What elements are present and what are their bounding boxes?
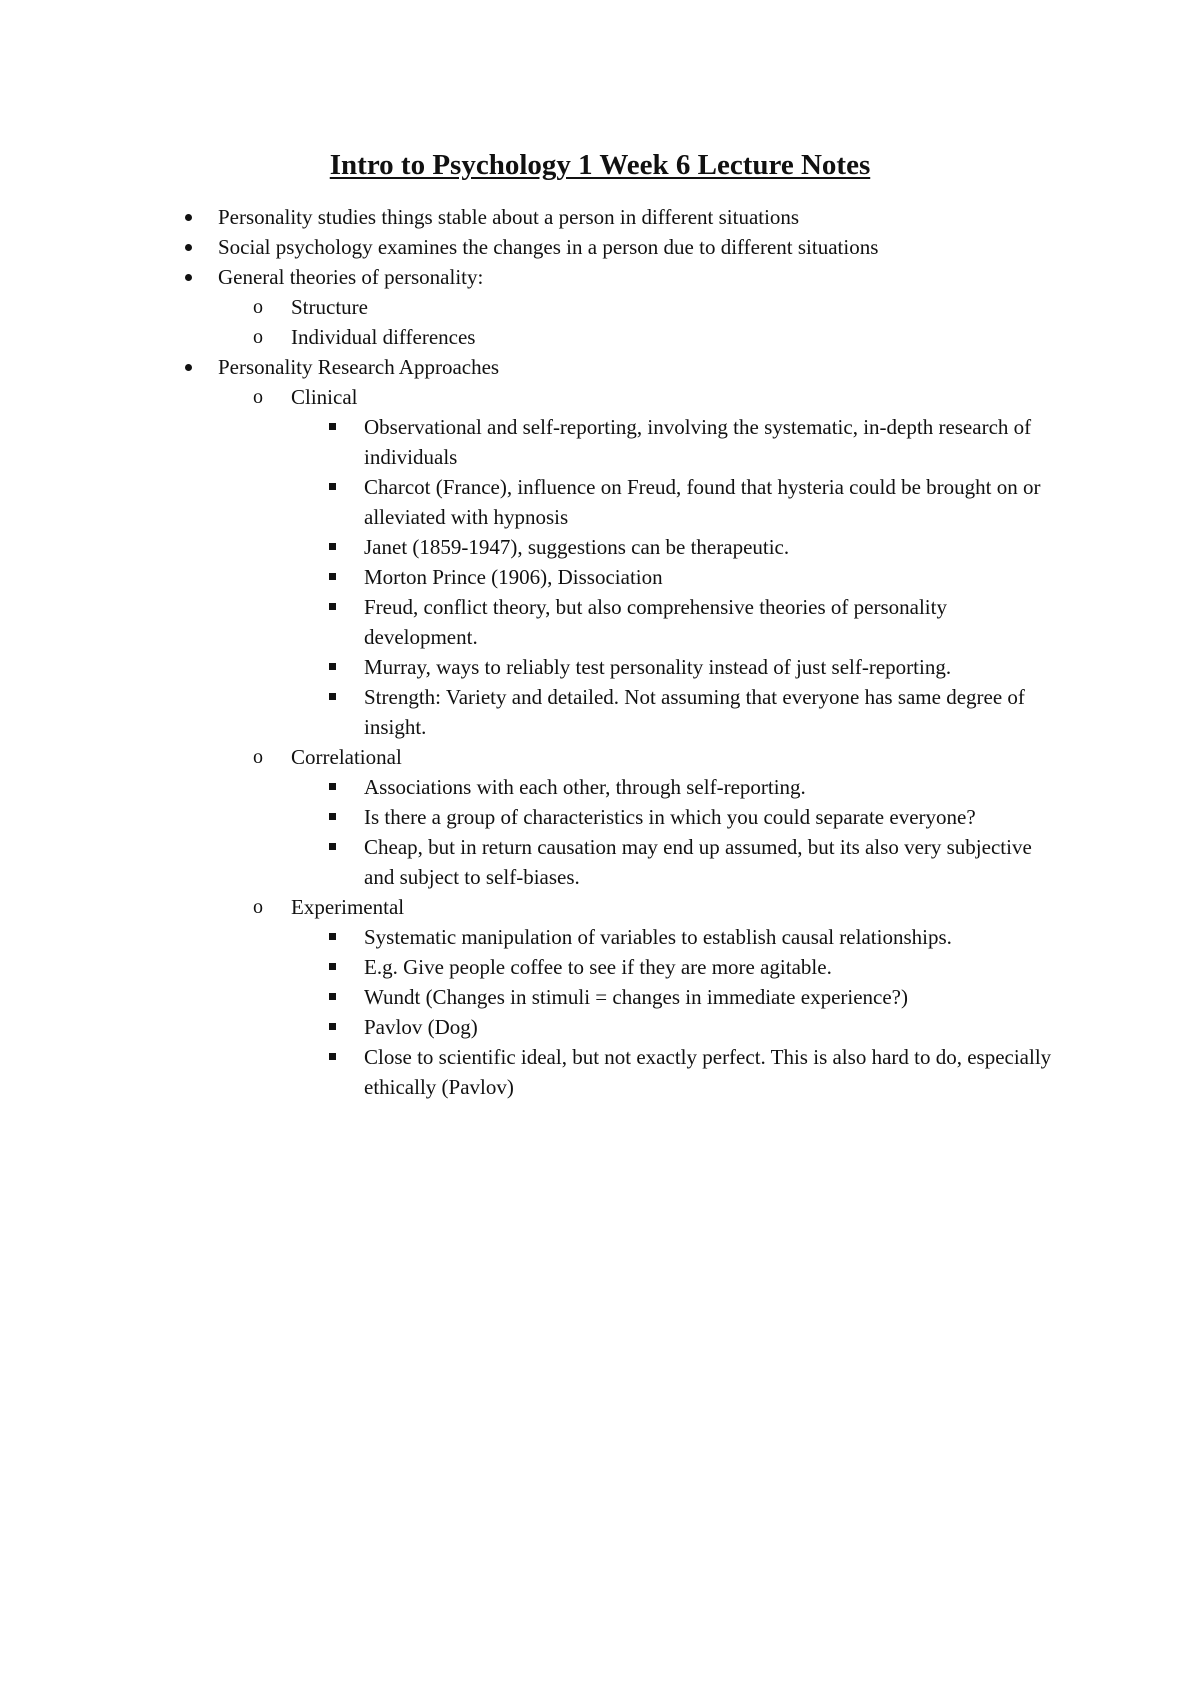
sub-list-item bbox=[0, 292, 1200, 322]
bullet-dot-icon bbox=[180, 352, 200, 382]
circle-bullet-icon: o bbox=[253, 896, 263, 918]
list-item-text: E.g. Give people coffee to see if they are more agitable. bbox=[364, 955, 832, 979]
sub-sub-list-item bbox=[0, 952, 1064, 982]
sub-list-item bbox=[0, 382, 1200, 412]
list-item-text: Morton Prince (1906), Dissociation bbox=[364, 565, 663, 589]
sub-sub-list-item bbox=[0, 922, 1064, 952]
sub-list-item bbox=[0, 892, 1200, 922]
square-bullet-icon bbox=[327, 772, 341, 802]
circle-bullet-icon: o bbox=[253, 326, 263, 348]
list-item-text: Strength: Variety and detailed. Not assuming that everyone has same degree of insight. bbox=[364, 685, 1025, 739]
list-item-text: Correlational bbox=[291, 745, 402, 769]
square-bullet-icon bbox=[327, 562, 341, 592]
list-item-text: Experimental bbox=[291, 895, 405, 919]
list-item-text: Associations with each other, through self-reporting. bbox=[364, 775, 806, 799]
bullet-dot-icon bbox=[180, 232, 200, 262]
list-item-text: Wundt (Changes in stimuli = changes in immediate experience?) bbox=[364, 985, 909, 1009]
list-item-text: Pavlov (Dog) bbox=[364, 1015, 478, 1039]
square-bullet-icon bbox=[327, 472, 341, 502]
sub-sub-list-item bbox=[0, 592, 1064, 652]
list-item-text: Janet (1859-1947), suggestions can be therapeutic. bbox=[364, 535, 790, 559]
sub-sub-list-item bbox=[0, 1012, 1064, 1042]
sub-sub-list-item bbox=[0, 682, 1064, 742]
list-item-text: Systematic manipulation of variables to establish causal relationships. bbox=[364, 925, 952, 949]
sub-sub-list-item bbox=[0, 982, 1064, 1012]
list-item bbox=[0, 232, 1200, 262]
list-item-text: Personality studies things stable about a person in different situations bbox=[218, 205, 800, 229]
bullet-dot-icon bbox=[180, 262, 200, 292]
bullet-list bbox=[0, 202, 1200, 1102]
list-item-text: Charcot (France), influence on Freud, found that hysteria could be brought on or alleviated with hypnosis bbox=[364, 475, 1041, 529]
square-bullet-icon bbox=[327, 592, 341, 622]
sub-sub-list-item bbox=[0, 652, 1064, 682]
sub-sub-list-item bbox=[0, 412, 1064, 472]
sub-list-item bbox=[0, 322, 1200, 352]
list-item bbox=[0, 202, 1200, 232]
document-title: Intro to Psychology 1 Week 6 Lecture Notes bbox=[329, 149, 871, 181]
square-bullet-icon bbox=[327, 412, 341, 442]
circle-bullet-icon: o bbox=[253, 746, 263, 768]
square-bullet-icon bbox=[327, 832, 341, 862]
sub-sub-list-item bbox=[0, 802, 1064, 832]
circle-bullet-icon: o bbox=[253, 386, 263, 408]
list-item-text: Is there a group of characteristics in which you could separate everyone? bbox=[364, 805, 976, 829]
square-bullet-icon bbox=[327, 802, 341, 832]
square-bullet-icon bbox=[327, 652, 341, 682]
sub-sub-list-item bbox=[0, 562, 1064, 592]
list-item-text: Murray, ways to reliably test personality instead of just self-reporting. bbox=[364, 655, 952, 679]
square-bullet-icon bbox=[327, 682, 341, 712]
square-bullet-icon bbox=[327, 1012, 341, 1042]
circle-bullet-icon: o bbox=[253, 296, 263, 318]
list-item-text: Cheap, but in return causation may end up assumed, but its also very subjective and subject to self-biases. bbox=[364, 835, 1032, 889]
square-bullet-icon bbox=[327, 1042, 341, 1072]
list-item-text: Clinical bbox=[291, 385, 358, 409]
sub-list-item bbox=[0, 742, 1200, 772]
list-item bbox=[0, 352, 1200, 382]
sub-sub-list-item bbox=[0, 1042, 1064, 1102]
notes-content bbox=[0, 202, 1200, 1102]
list-item-text: Individual differences bbox=[291, 325, 476, 349]
list-item-text: Structure bbox=[291, 295, 368, 319]
list-item-text: General theories of personality: bbox=[218, 265, 484, 289]
square-bullet-icon bbox=[327, 922, 341, 952]
sub-sub-list-item bbox=[0, 472, 1064, 532]
list-item-text: Freud, conflict theory, but also comprehensive theories of personality development. bbox=[364, 595, 947, 649]
sub-sub-list-item bbox=[0, 832, 1064, 892]
sub-sub-list-item bbox=[0, 772, 1064, 802]
list-item-text: Close to scientific ideal, but not exactly perfect. This is also hard to do, especially ethically (Pavlov) bbox=[364, 1045, 1052, 1099]
bullet-dot-icon bbox=[180, 202, 200, 232]
square-bullet-icon bbox=[327, 532, 341, 562]
list-item bbox=[0, 262, 1200, 292]
list-item-text: Observational and self-reporting, involving the systematic, in-depth research of individuals bbox=[364, 415, 1032, 469]
sub-sub-list-item bbox=[0, 532, 1064, 562]
square-bullet-icon bbox=[327, 952, 341, 982]
list-item-text: Personality Research Approaches bbox=[218, 355, 500, 379]
square-bullet-icon bbox=[327, 982, 341, 1012]
list-item-text: Social psychology examines the changes in a person due to different situations bbox=[218, 235, 879, 259]
